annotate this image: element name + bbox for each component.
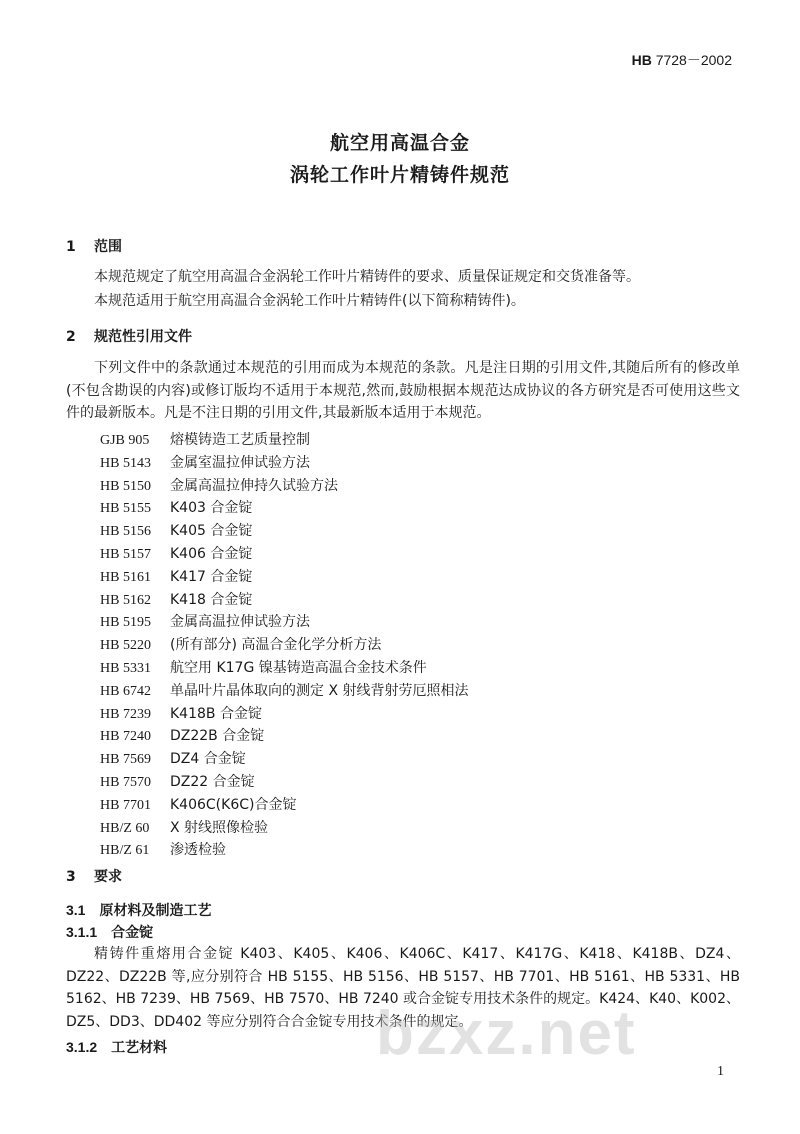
reference-title: 金属高温拉伸试验方法	[170, 614, 310, 631]
reference-title: K418 合金锭	[170, 591, 253, 608]
document-title-line2: 涡轮工作叶片精铸件规范	[289, 164, 510, 186]
reference-item	[100, 634, 469, 657]
reference-code: HB 5143	[100, 455, 151, 471]
reference-title: 熔模铸造工艺质量控制	[170, 432, 310, 448]
reference-code: HB 7239	[100, 706, 151, 722]
reference-code: HB 5331	[100, 660, 151, 676]
reference-item	[100, 703, 469, 726]
reference-code: HB 5161	[100, 569, 151, 585]
reference-item	[100, 839, 469, 862]
reference-item	[100, 589, 469, 612]
reference-code: HB 5195	[100, 615, 151, 631]
subsection-3-1-1-heading	[66, 922, 153, 942]
subsection-3-1-1-text: 精铸件重熔用合金锭 K403、K405、K406、K406C、K417、K417G、K418、K418B、DZ4、DZ22、DZ22B 等,应分别符合 HB 5155、HB 5156、HB 5157、HB 7701、HB 5161、HB 5331、HB 5162、HB 7239、HB 7569、HB 7570、HB 7240 或合金锭专用技术条件的规定。K424、K40、K002、DZ5、DD3、DD402 等应分别符合合金锭专用技术条件的规定。	[66, 946, 740, 1030]
subsection-title: 合金锭	[111, 925, 154, 941]
section-1-paragraph-1: 本规范规定了航空用高温合金涡轮工作叶片精铸件的要求、质量保证规定和交货准备等。	[94, 269, 640, 285]
reference-title: K405 合金锭	[170, 523, 253, 540]
reference-title: (所有部分) 高温合金化学分析方法	[170, 637, 382, 654]
subsection-title: 工艺材料	[111, 1040, 168, 1056]
reference-title: K403 合金锭	[170, 500, 253, 517]
reference-item	[100, 748, 469, 771]
reference-item	[100, 680, 469, 703]
reference-item	[100, 497, 469, 520]
standard-number: 7728－2002	[655, 52, 732, 68]
reference-item	[100, 543, 469, 566]
reference-title: 金属高温拉伸持久试验方法	[170, 477, 338, 494]
reference-title: 航空用 K17G 镍基铸造高温合金技术条件	[170, 659, 427, 676]
reference-code: HB 7701	[100, 797, 151, 813]
section-number: 1	[66, 239, 76, 255]
reference-code: HB 5155	[100, 501, 151, 517]
watermark: bzxz.net	[376, 999, 637, 1068]
section-3-heading	[66, 866, 122, 886]
reference-title: 渗透检验	[170, 842, 226, 859]
reference-code: HB 7570	[100, 774, 151, 790]
section-1-heading	[66, 236, 122, 256]
section-number: 3	[66, 869, 76, 885]
reference-item	[100, 611, 469, 634]
reference-item	[100, 452, 469, 475]
reference-code: HB 7569	[100, 752, 151, 768]
reference-code: HB 6742	[100, 683, 151, 699]
reference-item	[100, 657, 469, 680]
section-2-heading	[66, 326, 192, 346]
reference-item	[100, 566, 469, 589]
reference-list	[100, 429, 469, 862]
reference-item	[100, 771, 469, 794]
page-number: 1	[717, 1064, 724, 1079]
reference-title: DZ22B 合金锭	[170, 728, 265, 745]
reference-item	[100, 475, 469, 498]
subsection-3-1-heading	[66, 900, 211, 920]
reference-code: GJB 905	[100, 433, 150, 448]
reference-title: K418B 合金锭	[170, 705, 262, 722]
section-title: 范围	[94, 239, 122, 255]
reference-title: DZ22 合金锭	[170, 773, 255, 790]
reference-title: DZ4 合金锭	[170, 751, 246, 768]
subsection-title: 原材料及制造工艺	[99, 903, 212, 919]
reference-title: K406C(K6C)合金锭	[170, 796, 297, 813]
section-title: 规范性引用文件	[94, 329, 192, 345]
reference-code: HB 5162	[100, 592, 151, 608]
reference-item	[100, 429, 469, 452]
reference-item	[100, 817, 469, 840]
reference-code: HB 5220	[100, 638, 151, 654]
subsection-3-1-2-heading	[66, 1037, 167, 1057]
reference-title: K417 合金锭	[170, 568, 253, 585]
reference-code: HB/Z 60	[100, 820, 150, 836]
reference-title: 单晶叶片晶体取向的测定 X 射线背射劳厄照相法	[170, 682, 469, 699]
reference-code: HB 5156	[100, 524, 151, 540]
reference-item	[100, 794, 469, 817]
reference-item	[100, 725, 469, 748]
section-1-paragraph-2: 本规范适用于航空用高温合金涡轮工作叶片精铸件(以下简称精铸件)。	[94, 293, 525, 309]
section-title: 要求	[94, 869, 122, 885]
subsection-number: 3.1.1	[66, 924, 98, 940]
document-title-line1: 航空用高温合金	[329, 132, 470, 154]
subsection-number: 3.1.2	[66, 1039, 98, 1055]
reference-code: HB 5150	[100, 478, 151, 494]
reference-item	[100, 520, 469, 543]
section-number: 2	[66, 329, 76, 345]
standard-prefix: HB	[631, 52, 652, 68]
reference-code: HB 7240	[100, 729, 151, 745]
reference-code: HB/Z 61	[100, 843, 150, 859]
reference-code: HB 5157	[100, 546, 151, 562]
reference-title: X 射线照像检验	[170, 819, 269, 836]
reference-title: K406 合金锭	[170, 545, 253, 562]
subsection-number: 3.1	[66, 902, 86, 918]
reference-title: 金属室温拉伸试验方法	[170, 454, 310, 471]
section-2-intro: 下列文件中的条款通过本规范的引用而成为本规范的条款。凡是注日期的引用文件,其随后所有的修改单(不包含勘误的内容)或修订版均不适用于本规范,然而,鼓励根据本规范达成协议的各方研究是否可使用这些文件的最新版本。凡是不注日期的引用文件,其最新版本适用于本规范。	[66, 360, 740, 421]
standard-code	[632, 50, 732, 70]
